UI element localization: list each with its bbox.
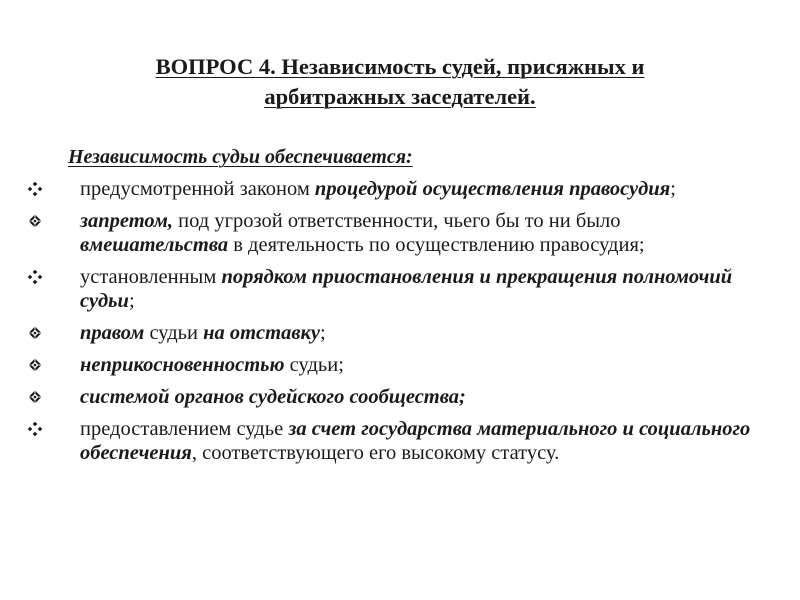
ornament-icon [28, 358, 42, 372]
emphasized-text: на отставку [203, 322, 321, 344]
item-text: , соответствующего его высокому статусу. [191, 442, 560, 464]
ornament-icon [28, 390, 42, 404]
list-item [28, 385, 758, 409]
emphasized-text: порядком приостановления и прекращения полномочий судьи [80, 266, 733, 312]
slide-title [60, 52, 740, 112]
list-item [28, 209, 758, 257]
item-text: установленным [80, 266, 222, 288]
list-item [28, 417, 758, 465]
item-text: в деятельность по осуществлению правосудия; [228, 234, 645, 256]
list-item [28, 321, 758, 345]
emphasized-text: за счет государства материального и социального обеспечения [80, 418, 751, 464]
list-item [28, 353, 758, 377]
diamond-icon [28, 270, 42, 284]
item-text: судьи; [284, 354, 344, 376]
item-text: предоставлением судье [80, 418, 289, 440]
ornament-icon [28, 326, 42, 340]
item-text: судьи [144, 322, 204, 344]
emphasized-text: неприкосновенностью [80, 354, 285, 376]
ornament-icon [28, 214, 42, 228]
slide-title-line1: ВОПРОС 4. Независимость судей, присяжных и [155, 54, 645, 79]
emphasized-text: правом [80, 322, 145, 344]
emphasized-text: вмешательства [80, 234, 229, 256]
list-item [28, 177, 758, 201]
slide-subtitle: Независимость судьи обеспечивается: [68, 146, 413, 168]
item-text: ; [320, 322, 326, 344]
emphasized-text: запретом, [80, 210, 174, 232]
item-text: ; [670, 178, 676, 200]
item-text: предусмотренной законом [80, 178, 315, 200]
item-text: под угрозой ответственности, чьего бы то ни было [173, 210, 621, 232]
list-item [28, 265, 758, 313]
emphasized-text: системой органов судейского сообщества; [80, 386, 466, 408]
diamond-icon [28, 422, 42, 436]
item-text: ; [128, 290, 135, 312]
diamond-icon [28, 182, 42, 196]
slide-title-line2: арбитражных заседателей. [264, 84, 536, 109]
bullet-list [28, 177, 758, 473]
emphasized-text: процедурой осуществления правосудия [314, 178, 671, 200]
